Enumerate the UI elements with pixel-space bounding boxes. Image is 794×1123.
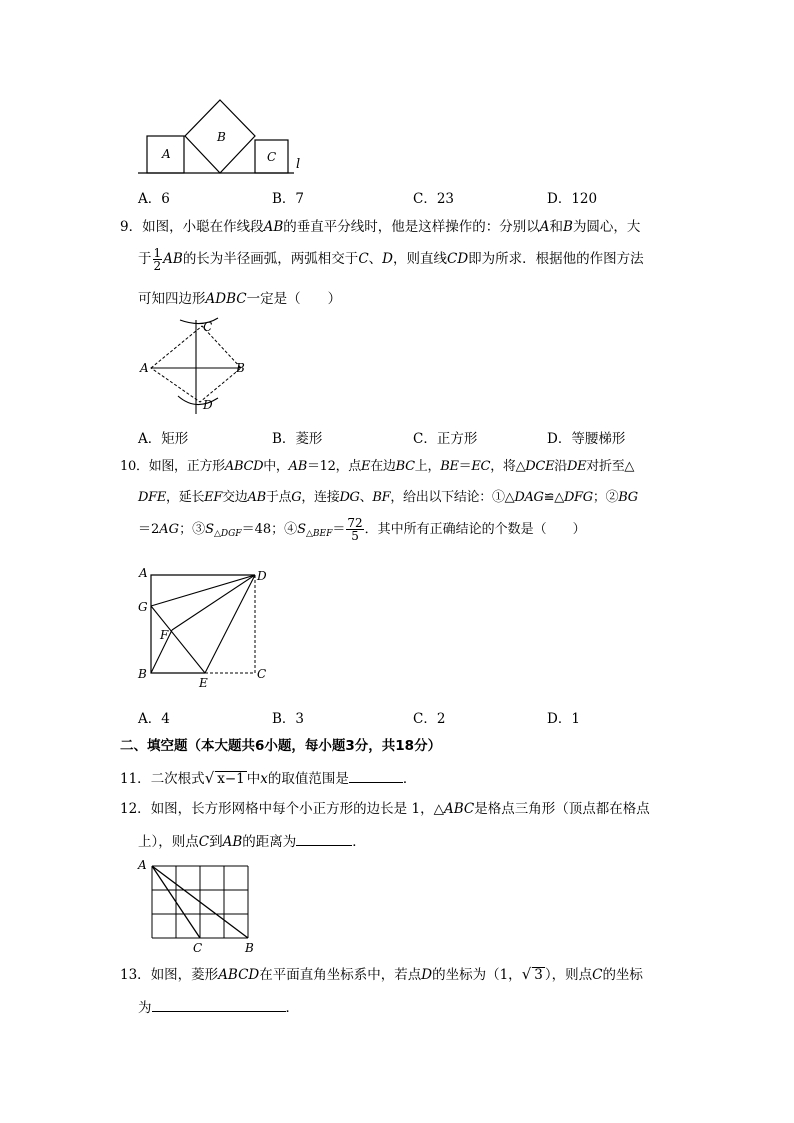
q12-answer-blank[interactable] bbox=[296, 833, 352, 846]
q13-answer-blank[interactable] bbox=[152, 999, 286, 1012]
q10-segment-de bbox=[205, 575, 255, 673]
option-text: 等腰梯形 bbox=[571, 431, 626, 447]
option-letter: B． bbox=[272, 711, 296, 727]
option-letter: B． bbox=[272, 191, 296, 207]
q8-label-l: l bbox=[296, 157, 301, 172]
section-2-title: 二、填空题（本大题共6小题，每小题3分，共18分） bbox=[120, 738, 442, 754]
q12-line-1: 12．如图，长方形网格中每个小正方形的边长是 1，△ABC是格点三角形（顶点都在格点 bbox=[120, 801, 650, 817]
q9-label-b: B bbox=[236, 361, 245, 375]
q12-figure bbox=[134, 856, 264, 956]
q10-option-d[interactable] bbox=[547, 707, 580, 727]
q10-label-e: E bbox=[199, 676, 208, 690]
fraction-half: $\frac{1}{2}$ bbox=[153, 246, 162, 273]
q10-label-c: C bbox=[257, 667, 267, 681]
q10-label-b: B bbox=[138, 667, 147, 681]
q10-line-3: ＝2AG；$③S_{\triangle DGF}=48$；$④S_{\triangle BEF}=$ $\frac{72}{5}$ ．其中所有正确结论的个数是（ ） bbox=[138, 516, 586, 543]
q8-label-b: B bbox=[217, 130, 226, 144]
option-letter: C． bbox=[413, 191, 437, 207]
q10-square-solid bbox=[151, 575, 255, 673]
option-text: 菱形 bbox=[295, 431, 323, 447]
q9-line-1: 9．如图，小聪在作线段AB的垂直平分线时，他是这样操作的：分别以A和B为圆心，大 bbox=[120, 219, 641, 235]
q9-option-c[interactable] bbox=[413, 427, 477, 447]
sqrt-sign: √ bbox=[521, 965, 532, 983]
option-letter: A． bbox=[138, 191, 162, 207]
q9-label-c: C bbox=[203, 320, 213, 334]
q9-option-b[interactable] bbox=[272, 427, 322, 447]
q11-line: 11．二次根式√ x−1 中x的取值范围是 ． bbox=[120, 769, 417, 787]
q10-figure bbox=[134, 562, 274, 690]
q10-line-2: DFE，延长EF交边AB于点G，连接DG、BF，给出以下结论：①△DAG≌△DFG；②BG bbox=[138, 490, 638, 505]
q8-label-c: C bbox=[267, 150, 277, 164]
q10-label-g: G bbox=[138, 600, 148, 614]
q10-label-f: F bbox=[160, 628, 169, 642]
option-text: 2 bbox=[436, 711, 446, 727]
q10-line-1: 10．如图，正方形ABCD中，AB＝12，点E在边BC上，BE＝EC，将△DCE沿DE对折至△ bbox=[120, 459, 635, 474]
q10-option-a[interactable] bbox=[138, 707, 170, 727]
q9-option-d[interactable] bbox=[547, 427, 625, 447]
sqrt-sign: √ bbox=[204, 769, 215, 787]
option-text: 1 bbox=[571, 711, 580, 727]
q9-line-3: 可知四边形ADBC一定是（ ） bbox=[138, 291, 342, 307]
sqrt-radicand: 3 bbox=[534, 967, 543, 983]
q10-label-d: D bbox=[257, 569, 267, 583]
option-letter: D． bbox=[547, 191, 572, 207]
option-letter: A． bbox=[138, 431, 162, 447]
q12-label-a: A bbox=[138, 858, 147, 872]
q12-label-b: B bbox=[245, 941, 254, 955]
option-text: 3 bbox=[295, 711, 305, 727]
q10-label-a: A bbox=[139, 566, 148, 580]
q9-label-d: D bbox=[203, 398, 213, 412]
q12-label-c: C bbox=[193, 941, 203, 955]
option-text: 矩形 bbox=[161, 431, 189, 447]
q8-option-c[interactable] bbox=[413, 187, 454, 207]
option-text: 120 bbox=[571, 191, 598, 207]
option-text: 6 bbox=[161, 191, 170, 207]
q9-figure bbox=[136, 314, 256, 418]
q8-option-a[interactable] bbox=[138, 187, 170, 207]
q11-answer-blank[interactable] bbox=[349, 770, 403, 783]
q9-label-a: A bbox=[140, 361, 149, 375]
q8-figure bbox=[134, 96, 314, 178]
q8-label-a: A bbox=[162, 147, 171, 161]
option-letter: D． bbox=[547, 431, 572, 447]
q9-line-2: 于 $\frac{1}{2}$ AB的长为半径画弧，两弧相交于C、D，则直线CD即为所求．根据他的作图方法 bbox=[138, 246, 644, 273]
option-letter: C． bbox=[413, 431, 437, 447]
q13-line-2: 为 ． bbox=[138, 1000, 299, 1016]
fraction-72-5: $\frac{72}{5}$ bbox=[347, 516, 363, 543]
q8-option-d[interactable] bbox=[547, 187, 597, 207]
option-text: 4 bbox=[161, 711, 170, 727]
option-text: 正方形 bbox=[436, 431, 478, 447]
option-letter: B． bbox=[272, 431, 296, 447]
q10-option-c[interactable] bbox=[413, 707, 445, 727]
option-letter: C． bbox=[413, 711, 437, 727]
option-text: 23 bbox=[436, 191, 455, 207]
sqrt-radicand: x−1 bbox=[217, 771, 245, 787]
q10-segment-dg bbox=[151, 575, 255, 606]
q12-line-2: 上），则点C到AB的距离为 ． bbox=[138, 834, 366, 850]
q13-line-1: 13．如图，菱形ABCD在平面直角坐标系中，若点D的坐标为（1，√ 3 ），则点C的坐标 bbox=[120, 965, 643, 983]
q10-option-b[interactable] bbox=[272, 707, 304, 727]
q10-segment-df bbox=[172, 575, 255, 630]
option-letter: A． bbox=[138, 711, 162, 727]
q9-arc-top bbox=[180, 318, 218, 324]
option-text: 7 bbox=[295, 191, 305, 207]
option-letter: D． bbox=[547, 711, 572, 727]
q9-option-a[interactable] bbox=[138, 427, 188, 447]
q8-option-b[interactable] bbox=[272, 187, 304, 207]
